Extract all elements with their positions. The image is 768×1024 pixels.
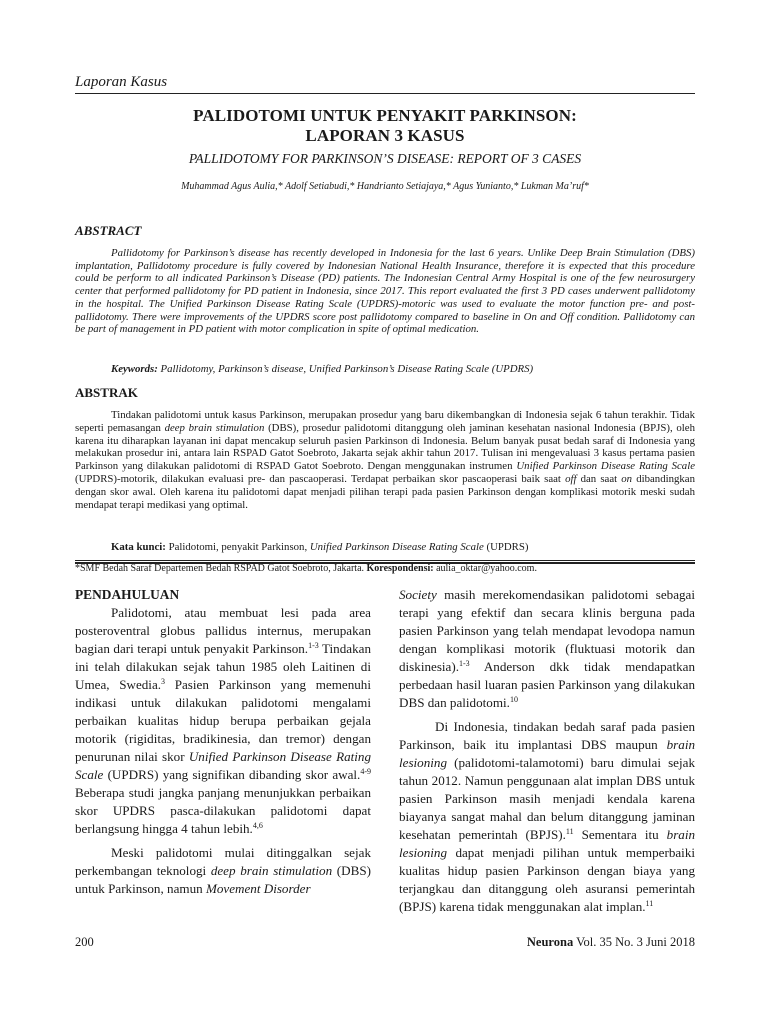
- text-segment: Meski palidotomi mulai ditinggalkan sejak perkembangan teknologi: [75, 845, 371, 878]
- correspondence-email: aulia_oktar@yahoo.com.: [433, 563, 537, 574]
- keywords-text: Pallidotomy, Parkinson’s disease, Unified Parkinson’s Disease Rating Scale (UPDRS): [160, 363, 534, 375]
- abstrak-segment: Tindakan palidotomi untuk kasus Parkinson, merupakan prosedur yang baru dikembangkan di Indonesia sejak 6 tahun terakhir. Tidak seperti pemasangan: [75, 409, 695, 434]
- abstrak-italic: off: [565, 472, 577, 485]
- affiliation-text: *SMF Bedah Saraf Departemen Bedah RSPAD Gatot Soebroto, Jakarta.: [75, 563, 367, 574]
- title-line-1: PALIDOTOMI UNTUK PENYAKIT PARKINSON:: [193, 106, 577, 125]
- citation-ref: 11: [645, 899, 654, 908]
- abstrak-segment: dibandingkan dengan skor awal. Oleh karena itu palidotomi dapat menjadi pilihan terapi pada pasien Parkinson dengan komplikasi motorik meski sudah mendapat terapi medikasi yang optimal.: [75, 472, 695, 511]
- abstrak-italic: deep brain stimulation: [164, 421, 265, 434]
- body-paragraph: [399, 718, 695, 916]
- journal-footer: [350, 935, 695, 950]
- text-segment: Di Indonesia, tindakan bedah saraf pada pasien Parkinson, baik itu implantasi DBS maupun: [399, 719, 695, 752]
- abstrak-segment: (UPDRS)-motorik, dilakukan evaluasi pre- dan pascaoperasi. Terdapat perbaikan skor pascaoperasi baik saat: [75, 472, 566, 485]
- italic-term: deep brain stimulation: [210, 863, 333, 878]
- body-paragraph: [399, 586, 695, 712]
- italic-term: Movement Disorder: [205, 881, 311, 896]
- footnote-rule: [75, 560, 695, 561]
- text-segment: Palidotomi, atau membuat lesi pada area posteroventral globus pallidus internus, merupakan bagian dari terapi untuk penyakit Parkinson.: [75, 605, 371, 656]
- citation-ref: 10: [509, 695, 518, 704]
- text-segment: (UPDRS) yang signifikan dibanding skor awal.: [103, 767, 361, 782]
- correspondence-label: Korespondensi:: [366, 563, 434, 574]
- keywords-line: [75, 363, 695, 376]
- abstract-text: Pallidotomy for Parkinson’s disease has recently developed in Indonesia for the last 6 years. Unlike Deep Brain Stimulation (DBS) implantation, Pallidotomy procedure is fully covered by Indonesian National Health Insurance, therefore it is expected that this procedure could be perform to all indicated Parkinson’s Disease (PD) patients. The Indonesian Central Army Hospital is one of the few neurosurgery center that performed pallidotomy for PD patient in Indonesia, since 2017. This report evaluated the first 3 PD cases underwent pallidotomy in the hospital. The Unified Parkinson Disease Rating Scale (UPDRS)-motoric was used to evaluate the motor function pre- and post-pallidotomy. There were improvements of the UPDRS score post pallidotomy compared to baseline in On and Off condition. Pallidotomy can be part of management in PD patient with motor complication in spite of optimal medication.: [75, 247, 695, 336]
- italic-term: brain lesioning: [399, 827, 696, 860]
- kata-kunci-text: Palidotomi, penyakit Parkinson,: [165, 541, 310, 553]
- text-segment: Beberapa studi jangka panjang menunjukkan perbaikan skor UPDRS pasca-dilakukan palidotomi dapat berlangsung hingga 4 tahun lebih.: [75, 785, 371, 836]
- text-segment: masih merekomendasikan palidotomi sebagai terapi yang efektif dan secara klinis berguna pada pasien Parkinson yang telah mendapat levodopa namun dengan komplikasi motorik (fluktuasi motorik dan diskinesia).: [399, 587, 695, 674]
- abstrak-italic: Unified Parkinson Disease Rating Scale: [516, 460, 695, 473]
- text-segment: Anderson dkk tidak mendapatkan perbedaan hasil luaran pasien Parkinson yang dilakukan DBS dan palidotomi.: [399, 659, 695, 710]
- section-heading-pendahuluan: PENDAHULUAN: [75, 587, 180, 602]
- journal-issue: Vol. 35 No. 3 Juni 2018: [573, 935, 695, 949]
- body-paragraph: [75, 844, 371, 898]
- citation-ref: 4-9: [360, 767, 371, 776]
- abstrak-segment: dan saat: [576, 472, 622, 485]
- text-segment: dapat menjadi pilihan untuk memperbaiki kualitas hidup pasien Parkinson dengan biaya yang terjangkau dan ditanggung oleh asuransi pemerintah (BPJS) karena tidak menggunakan alat implan.: [399, 845, 695, 914]
- running-head: Laporan Kasus: [75, 74, 168, 90]
- citation-ref: 4,6: [252, 821, 263, 830]
- affiliation-footnote: [75, 563, 695, 574]
- journal-name: Neurona: [526, 935, 574, 949]
- text-segment: Pasien Parkinson yang memenuhi indikasi untuk dilakukan palidotomi mengalami perbaikan kualitas hidup berupa perbaikan gejala motorik (rigiditas, bradikinesia, dan tremor) dengan penurunan nilai skor: [75, 677, 371, 764]
- kata-kunci-text: (UPDRS): [483, 541, 529, 553]
- text-segment: Tindakan ini telah dilakukan sejak tahun 1985 oleh Laitinen di Umea, Swedia.: [75, 641, 371, 692]
- body-paragraph: [75, 604, 371, 838]
- abstract-heading: ABSTRACT: [75, 223, 142, 238]
- author-list: Muhammad Agus Aulia,* Adolf Setiabudi,* Handrianto Setiajaya,* Agus Yunianto,* Lukman Ma’ruf*: [181, 181, 589, 192]
- abstrak-segment: (DBS), prosedur palidotomi ditanggung oleh jaminan kesehatan nasional Indonesia (BPJS), oleh karena itu diharapkan layanan ini dapat mencakup seluruh pasien Parkinson di Indonesia. Belum banyak pusat bedah saraf di Indonesia yang melakukan prosedur ini, antara lain RSPAD Gatot Soebroto, Jakarta sejak akhir tahun 2017. Tulisan ini mengevaluasi 3 kasus pertama pasien Parkinson yang dilakukan palidotomi di RSPAD Gatot Soebroto. Dengan menggunakan instrumen: [75, 421, 695, 473]
- citation-ref: 1-3: [459, 659, 470, 668]
- text-segment: (DBS) untuk Parkinson, namun: [75, 863, 371, 896]
- kata-kunci-line: [75, 541, 695, 554]
- text-segment: Sementara itu: [573, 827, 667, 842]
- abstrak-italic: on: [621, 472, 633, 485]
- right-column: [399, 586, 695, 922]
- citation-ref: 11: [565, 827, 574, 836]
- title-line-2: LAPORAN 3 KASUS: [305, 126, 465, 145]
- italic-term: Unified Parkinson Disease Rating Scale: [75, 749, 371, 782]
- text-segment: (palidotomi-talamotomi) baru dimulai sejak tahun 2012. Namun penggunaan alat implan DBS untuk pasien Parkinson masih menjadi kendala karena biayanya sangat mahal dan belum ditanggung jaminan kesehatan pemerintah (BPJS).: [399, 755, 695, 842]
- english-title: PALLIDOTOMY FOR PARKINSON’S DISEASE: REPORT OF 3 CASES: [188, 151, 582, 166]
- keywords-label: Keywords:: [111, 363, 158, 375]
- abstrak-text: [75, 409, 695, 511]
- italic-term: brain lesioning: [399, 737, 695, 770]
- italic-term: Society: [399, 587, 437, 602]
- page-number: 200: [75, 935, 94, 949]
- kata-kunci-italic: Unified Parkinson Disease Rating Scale: [309, 541, 484, 553]
- abstrak-heading: ABSTRAK: [75, 385, 138, 400]
- citation-ref: 1-3: [308, 641, 319, 650]
- left-column: [75, 586, 371, 904]
- header-rule: [75, 93, 695, 94]
- article-title: [75, 106, 695, 146]
- kata-kunci-label: Kata kunci:: [111, 541, 166, 553]
- citation-ref: 3: [161, 677, 166, 686]
